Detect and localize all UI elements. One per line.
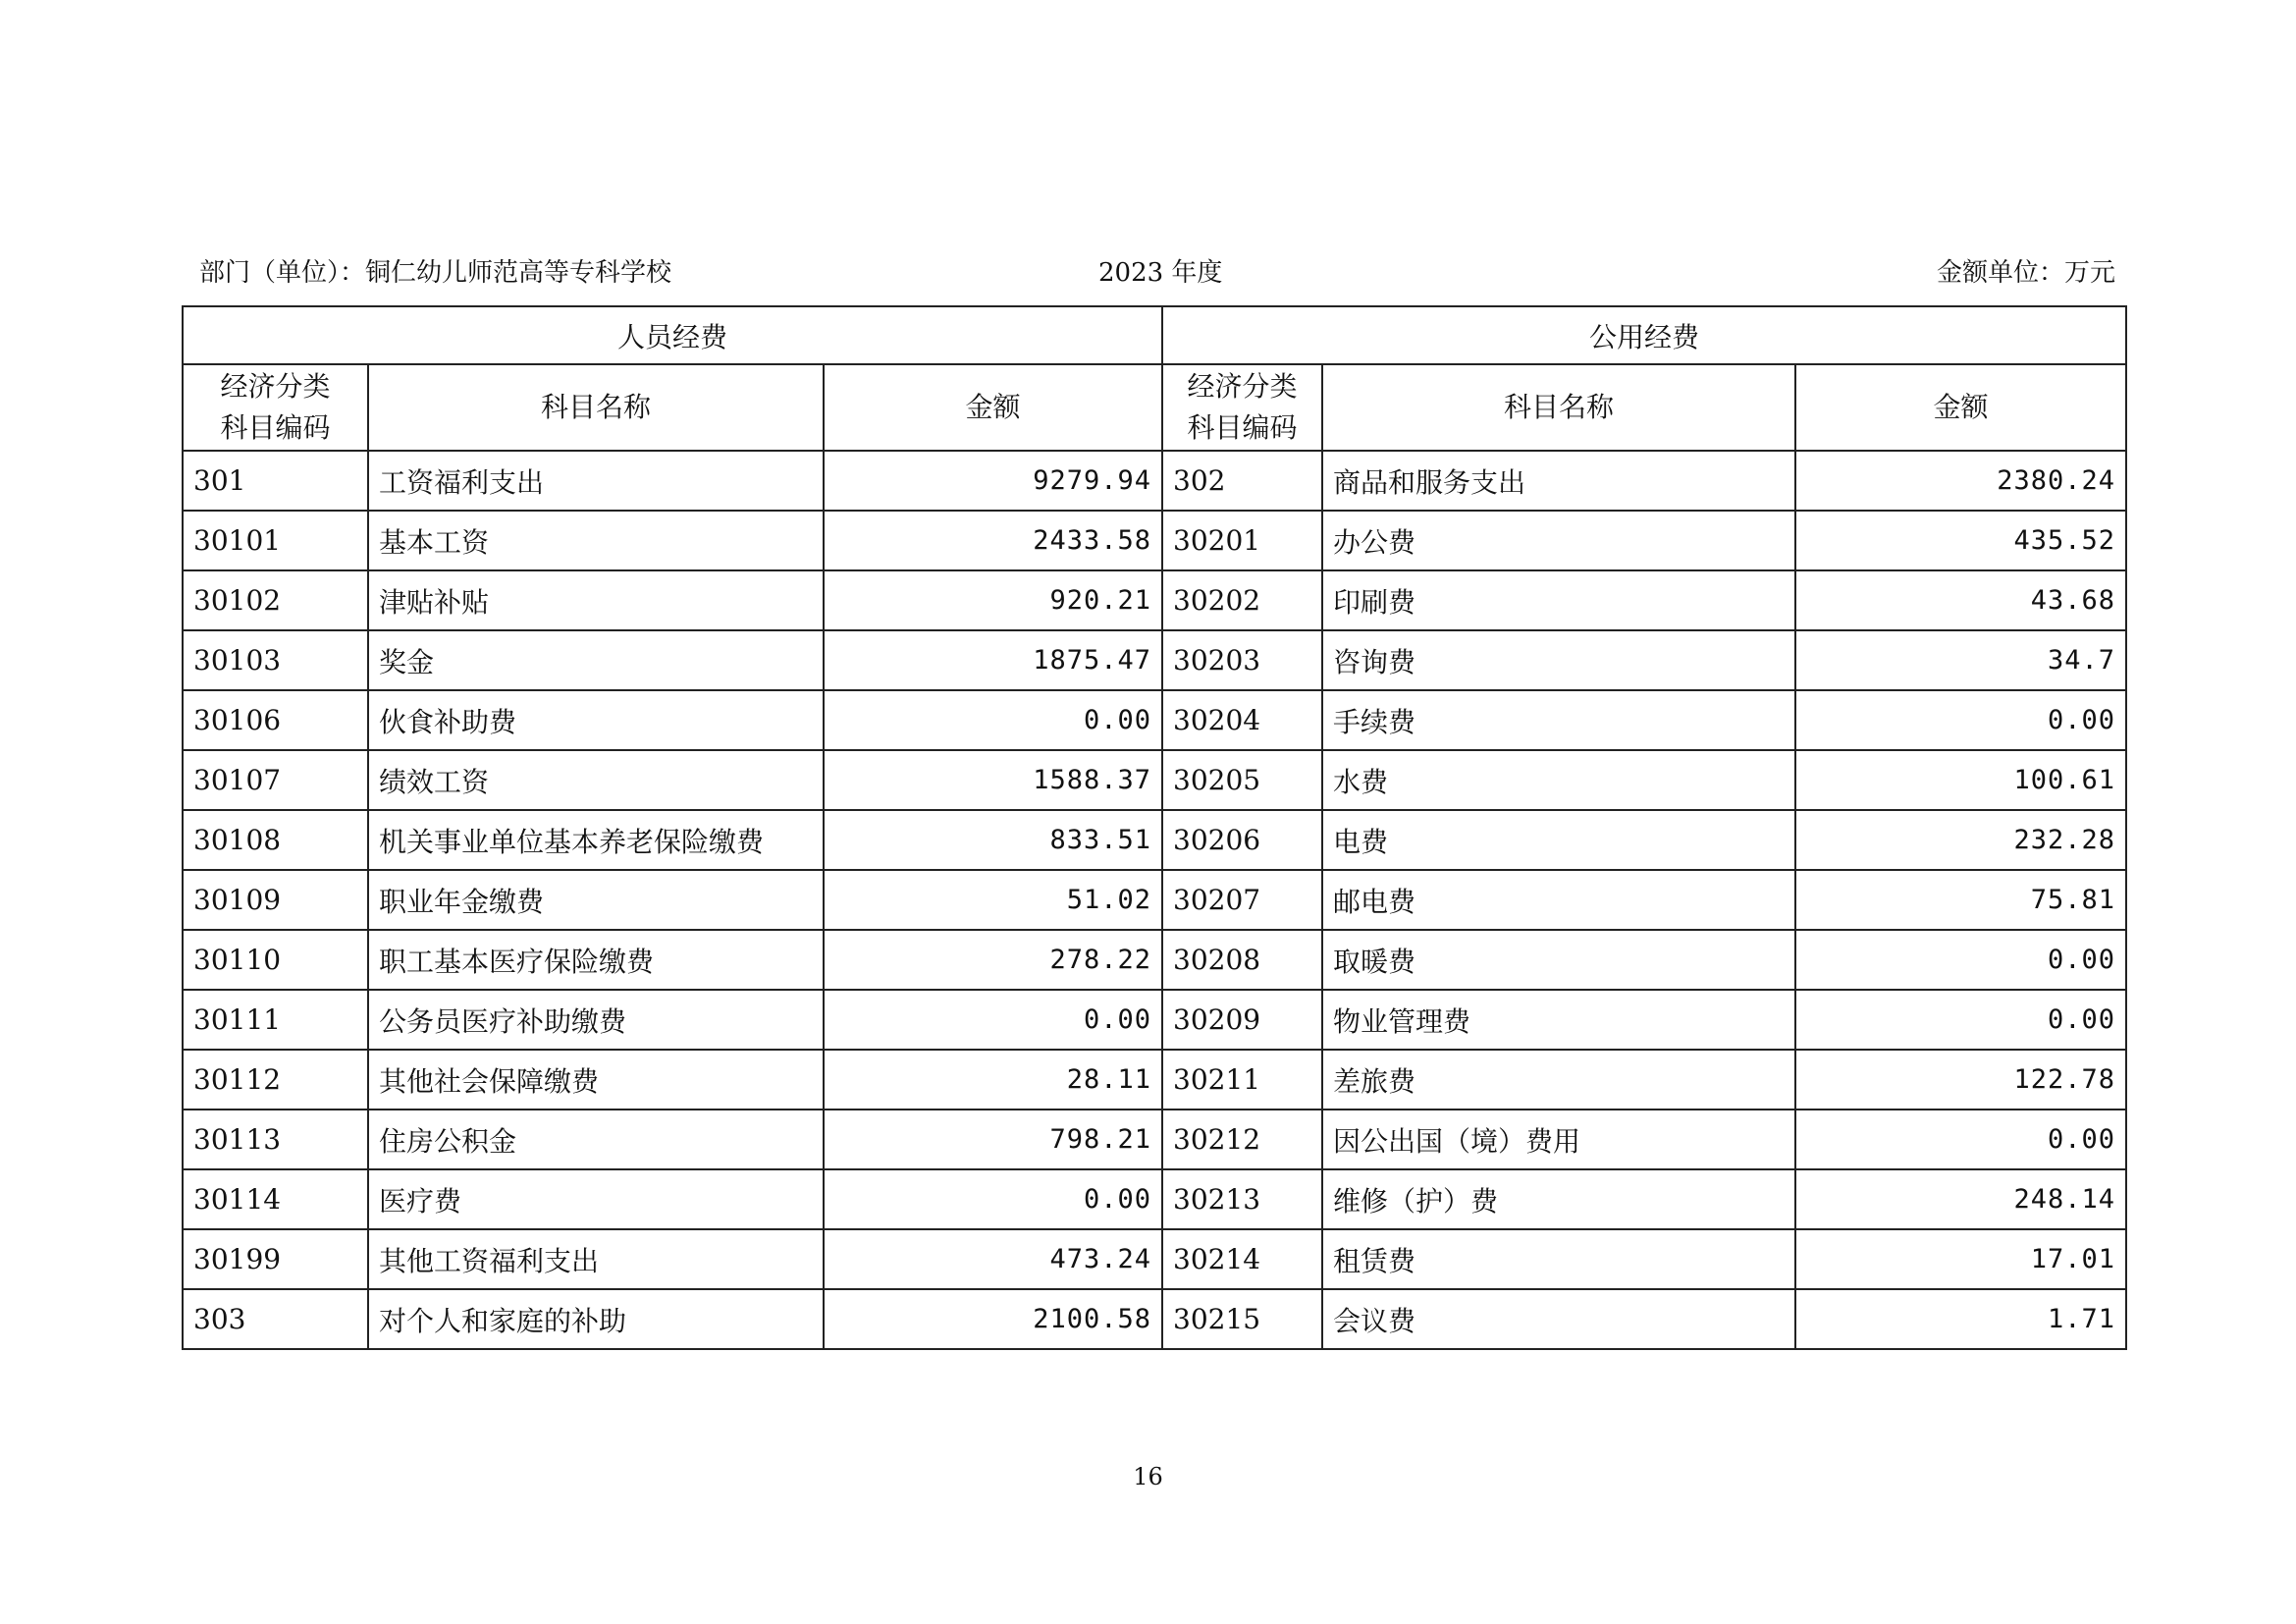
left-code-cell: 30106 <box>183 690 368 750</box>
right-name-cell: 商品和服务支出 <box>1322 451 1795 511</box>
right-amount-cell: 0.00 <box>1795 990 2126 1050</box>
left-amount-cell: 1875.47 <box>824 630 1162 690</box>
left-code-cell: 30102 <box>183 570 368 630</box>
left-amount-cell: 2433.58 <box>824 511 1162 570</box>
right-name-cell: 手续费 <box>1322 690 1795 750</box>
left-amount-cell: 9279.94 <box>824 451 1162 511</box>
right-amount-cell: 122.78 <box>1795 1050 2126 1110</box>
left-code-cell: 30110 <box>183 930 368 990</box>
right-amount-cell: 100.61 <box>1795 750 2126 810</box>
left-amount-cell: 28.11 <box>824 1050 1162 1110</box>
table-row <box>183 570 2126 630</box>
right-code-cell: 30204 <box>1162 690 1322 750</box>
right-name-column-header: 科目名称 <box>1322 364 1795 451</box>
table-row <box>183 930 2126 990</box>
personnel-expenses-header: 人员经费 <box>183 306 1162 364</box>
code-header-line-2: 科目编码 <box>220 411 331 444</box>
right-amount-cell: 2380.24 <box>1795 451 2126 511</box>
left-amount-cell: 798.21 <box>824 1110 1162 1169</box>
table-row <box>183 810 2126 870</box>
expenditure-table <box>182 305 2127 1350</box>
table-row <box>183 511 2126 570</box>
table-row <box>183 1289 2126 1349</box>
left-name-cell: 职工基本医疗保险缴费 <box>368 930 824 990</box>
right-name-cell: 邮电费 <box>1322 870 1795 930</box>
left-name-cell: 绩效工资 <box>368 750 824 810</box>
left-amount-cell: 833.51 <box>824 810 1162 870</box>
left-name-cell: 其他工资福利支出 <box>368 1229 824 1289</box>
right-name-cell: 差旅费 <box>1322 1050 1795 1110</box>
left-amount-cell: 0.00 <box>824 690 1162 750</box>
right-amount-cell: 232.28 <box>1795 810 2126 870</box>
right-code-cell: 30208 <box>1162 930 1322 990</box>
table-caption <box>191 253 2115 293</box>
right-code-cell: 30214 <box>1162 1229 1322 1289</box>
right-code-cell: 30215 <box>1162 1289 1322 1349</box>
left-name-cell: 津贴补贴 <box>368 570 824 630</box>
left-code-cell: 30113 <box>183 1110 368 1169</box>
table-row <box>183 990 2126 1050</box>
code-header-line-1: 经济分类 <box>220 370 331 403</box>
left-name-cell: 伙食补助费 <box>368 690 824 750</box>
left-name-cell: 奖金 <box>368 630 824 690</box>
right-code-cell: 30201 <box>1162 511 1322 570</box>
right-amount-cell: 1.71 <box>1795 1289 2126 1349</box>
right-name-cell: 会议费 <box>1322 1289 1795 1349</box>
right-code-cell: 30211 <box>1162 1050 1322 1110</box>
public-expenses-header: 公用经费 <box>1162 306 2126 364</box>
left-code-cell: 30107 <box>183 750 368 810</box>
code-header-line-2: 科目编码 <box>1187 411 1298 444</box>
left-amount-cell: 278.22 <box>824 930 1162 990</box>
right-name-cell: 取暖费 <box>1322 930 1795 990</box>
left-name-cell: 机关事业单位基本养老保险缴费 <box>368 810 824 870</box>
left-code-cell: 303 <box>183 1289 368 1349</box>
table-row <box>183 1050 2126 1110</box>
left-name-cell: 职业年金缴费 <box>368 870 824 930</box>
group-header-row <box>183 306 2126 364</box>
right-name-cell: 物业管理费 <box>1322 990 1795 1050</box>
right-amount-cell: 17.01 <box>1795 1229 2126 1289</box>
left-amount-cell: 51.02 <box>824 870 1162 930</box>
amount-unit-label: 金额单位：万元 <box>1936 258 2115 288</box>
right-amount-column-header: 金额 <box>1795 364 2126 451</box>
left-code-cell: 30112 <box>183 1050 368 1110</box>
left-amount-cell: 0.00 <box>824 990 1162 1050</box>
right-code-cell: 30206 <box>1162 810 1322 870</box>
left-name-cell: 医疗费 <box>368 1169 824 1229</box>
left-name-cell: 对个人和家庭的补助 <box>368 1289 824 1349</box>
left-name-cell: 其他社会保障缴费 <box>368 1050 824 1110</box>
right-name-cell: 水费 <box>1322 750 1795 810</box>
right-code-cell: 30202 <box>1162 570 1322 630</box>
left-name-cell: 住房公积金 <box>368 1110 824 1169</box>
table-row <box>183 630 2126 690</box>
right-name-cell: 维修（护）费 <box>1322 1169 1795 1229</box>
right-code-cell: 30209 <box>1162 990 1322 1050</box>
right-amount-cell: 43.68 <box>1795 570 2126 630</box>
left-amount-cell: 920.21 <box>824 570 1162 630</box>
table-row <box>183 750 2126 810</box>
right-name-cell: 因公出国（境）费用 <box>1322 1110 1795 1169</box>
fiscal-year-label: 2023 年度 <box>1098 258 1223 288</box>
right-code-cell: 30212 <box>1162 1110 1322 1169</box>
left-code-cell: 30109 <box>183 870 368 930</box>
left-amount-column-header: 金额 <box>824 364 1162 451</box>
code-header-line-1: 经济分类 <box>1187 370 1298 403</box>
right-amount-cell: 435.52 <box>1795 511 2126 570</box>
right-code-cell: 302 <box>1162 451 1322 511</box>
left-name-cell: 工资福利支出 <box>368 451 824 511</box>
page-number: 16 <box>1133 1463 1163 1490</box>
left-code-cell: 30199 <box>183 1229 368 1289</box>
right-name-cell: 租赁费 <box>1322 1229 1795 1289</box>
left-amount-cell: 2100.58 <box>824 1289 1162 1349</box>
table-row <box>183 1229 2126 1289</box>
right-amount-cell: 248.14 <box>1795 1169 2126 1229</box>
right-name-cell: 办公费 <box>1322 511 1795 570</box>
left-code-cell: 30101 <box>183 511 368 570</box>
left-amount-cell: 0.00 <box>824 1169 1162 1229</box>
right-code-cell: 30205 <box>1162 750 1322 810</box>
table-row <box>183 1169 2126 1229</box>
table-row <box>183 451 2126 511</box>
left-code-cell: 30103 <box>183 630 368 690</box>
right-code-cell: 30213 <box>1162 1169 1322 1229</box>
left-amount-cell: 1588.37 <box>824 750 1162 810</box>
column-header-row <box>183 364 2126 451</box>
left-name-column-header: 科目名称 <box>368 364 824 451</box>
left-code-column-header <box>183 364 368 451</box>
right-amount-cell: 75.81 <box>1795 870 2126 930</box>
right-name-cell: 咨询费 <box>1322 630 1795 690</box>
left-code-cell: 30111 <box>183 990 368 1050</box>
right-amount-cell: 34.7 <box>1795 630 2126 690</box>
table-row <box>183 1110 2126 1169</box>
table-row <box>183 870 2126 930</box>
right-amount-cell: 0.00 <box>1795 690 2126 750</box>
right-amount-cell: 0.00 <box>1795 1110 2126 1169</box>
right-name-cell: 印刷费 <box>1322 570 1795 630</box>
left-name-cell: 公务员医疗补助缴费 <box>368 990 824 1050</box>
right-code-column-header <box>1162 364 1322 451</box>
department-label: 部门（单位）：铜仁幼儿师范高等专科学校 <box>199 258 672 288</box>
left-code-cell: 301 <box>183 451 368 511</box>
right-name-cell: 电费 <box>1322 810 1795 870</box>
left-code-cell: 30108 <box>183 810 368 870</box>
right-amount-cell: 0.00 <box>1795 930 2126 990</box>
table-row <box>183 690 2126 750</box>
right-code-cell: 30203 <box>1162 630 1322 690</box>
right-code-cell: 30207 <box>1162 870 1322 930</box>
left-amount-cell: 473.24 <box>824 1229 1162 1289</box>
left-code-cell: 30114 <box>183 1169 368 1229</box>
left-name-cell: 基本工资 <box>368 511 824 570</box>
